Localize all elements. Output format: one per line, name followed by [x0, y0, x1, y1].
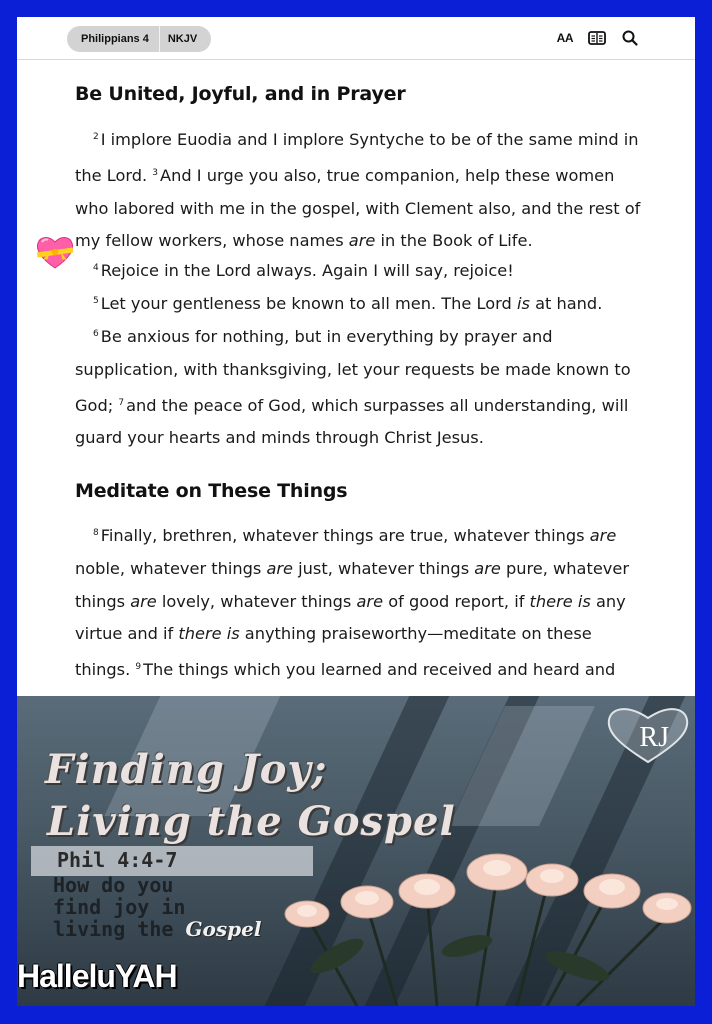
- promo-question-line: [53, 918, 261, 940]
- verse-text: just, whatever things: [293, 558, 475, 578]
- scripture-reference: Phil 4:4-7: [57, 848, 178, 872]
- verse-number: 6: [93, 329, 99, 339]
- verse-text: and the peace of God, which surpasses all understanding, will guard your hearts and minds through Christ Jesus.: [75, 395, 629, 448]
- verse-text: in the Book of Life.: [375, 231, 533, 251]
- verse-text: Rejoice in the Lord always. Again I will say, rejoice!: [100, 261, 514, 280]
- verse-italic: there is: [529, 591, 591, 611]
- verse-text: at hand.: [529, 294, 603, 313]
- version-button[interactable]: NKJV: [167, 33, 198, 45]
- verse-number: 9: [135, 662, 142, 673]
- search-icon[interactable]: [621, 30, 639, 46]
- verse-paragraph[interactable]: [75, 318, 647, 455]
- promo-question-line: How do you: [53, 873, 174, 897]
- verse-italic: are: [356, 591, 384, 611]
- verse-paragraph[interactable]: [75, 121, 647, 258]
- verse-paragraph[interactable]: [75, 285, 647, 321]
- roses-image: [247, 836, 695, 1006]
- verse-text: And I urge you also, true companion, help these women who labored with me in the gospel, with Clement also, and the rest of my fellow workers, whose names: [75, 165, 641, 251]
- section-heading: Be United, Joyful, and in Prayer: [75, 83, 406, 105]
- promo-image: [17, 696, 695, 1006]
- verse-text: Be anxious for nothing, but in everything by prayer and supplication, with thanksgiving, let your requests be made known to God;: [75, 327, 631, 415]
- verse-text: The things which you learned and received and heard and: [143, 660, 616, 680]
- verse-number: 3: [152, 167, 159, 178]
- verse-paragraph[interactable]: [75, 252, 647, 288]
- verse-italic: there is: [178, 624, 240, 644]
- verse-italic: is: [516, 294, 530, 313]
- question-text: living the: [53, 917, 186, 941]
- verse-paragraph[interactable]: [75, 517, 647, 720]
- verse-italic: are: [348, 231, 376, 251]
- bible-reader-frame: [17, 17, 695, 1006]
- watermark-text: RJ: [639, 722, 669, 753]
- book-chapter-button[interactable]: Philippians 4: [81, 33, 149, 45]
- verse-text: of good report, if: [383, 591, 530, 611]
- verse-text: anything praiseworthy—meditate on these things.: [75, 624, 592, 680]
- section-heading: Meditate on These Things: [75, 480, 348, 502]
- window-light: [449, 706, 595, 826]
- verse-number: 7: [118, 397, 125, 408]
- caption-text: HalleluYAH: [17, 958, 177, 994]
- verse-number: 8: [93, 528, 99, 538]
- passage-selector[interactable]: [67, 26, 211, 52]
- verse-text: any virtue and if: [75, 591, 626, 644]
- text-size-icon[interactable]: AA: [556, 31, 573, 45]
- verse-italic: are: [589, 526, 617, 545]
- toolbar-icons: [557, 30, 639, 46]
- verse-text: I implore Euodia and I implore Syntyche to be of the same mind in the Lord.: [75, 130, 639, 185]
- verse-number: 4: [93, 263, 99, 273]
- verse-italic: are: [130, 591, 157, 611]
- promo-title-line1: Finding Joy;: [45, 746, 328, 793]
- promo-title-line2: Living the Gospel: [47, 798, 456, 845]
- reader-icon[interactable]: [588, 30, 606, 46]
- verse-italic: are: [266, 558, 294, 578]
- verse-text: lovely, whatever things: [156, 591, 357, 611]
- verse-text: Let your gentleness be known to all men. The Lord: [100, 294, 517, 313]
- verse-text: pure, whatever things: [75, 558, 629, 611]
- verse-text: Finally, brethren, whatever things are true, whatever things: [100, 526, 590, 545]
- verse-number: 5: [93, 296, 99, 306]
- verse-italic: are: [474, 558, 501, 578]
- heart-with-ribbon-icon[interactable]: [35, 233, 75, 271]
- top-bar: [17, 17, 695, 60]
- verse-text: noble, whatever things: [75, 558, 267, 578]
- verse-number: 2: [93, 132, 99, 142]
- promo-question-line: find joy in: [53, 895, 186, 919]
- gospel-word: Gospel: [185, 917, 262, 941]
